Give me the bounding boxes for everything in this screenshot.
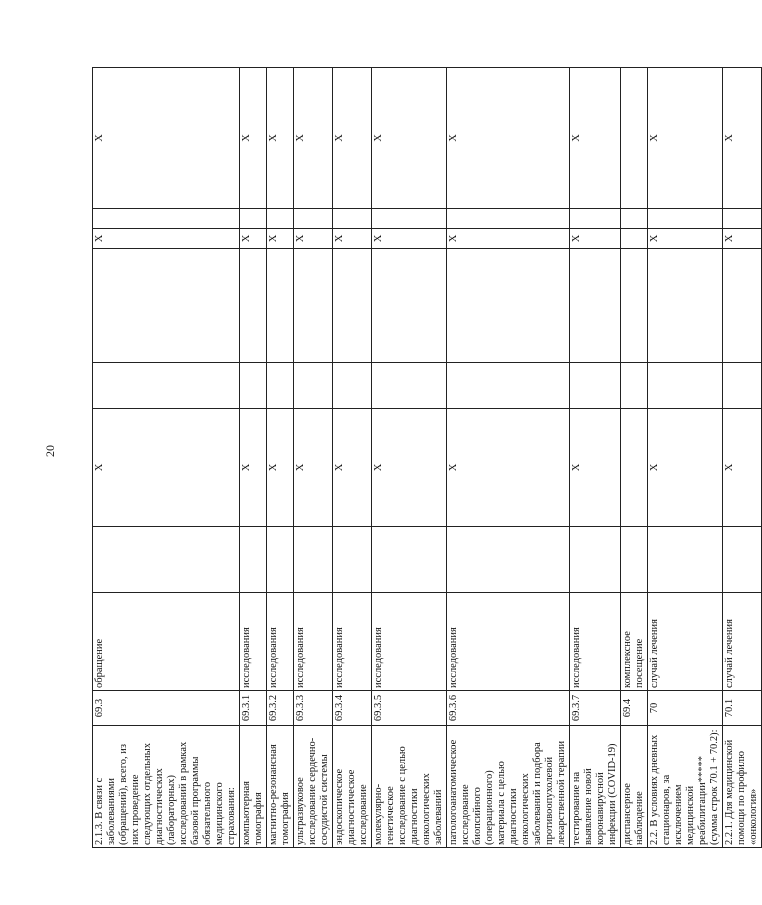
empty-cell [240, 209, 267, 229]
empty-cell [372, 209, 447, 229]
empty-cell [648, 249, 723, 363]
empty-cell [240, 249, 267, 363]
empty-cell [447, 527, 570, 593]
empty-cell [267, 209, 294, 229]
row-name-cell: молекулярно-генетическое исследование с целью диагностики онкологических заболеваний [372, 726, 447, 848]
empty-cell [723, 527, 762, 593]
table-row [723, 68, 762, 848]
empty-cell [294, 527, 333, 593]
empty-cell [447, 249, 570, 363]
row-unit-cell: исследования [372, 593, 447, 691]
empty-cell [648, 527, 723, 593]
row-code-cell: 69.3.1 [240, 691, 267, 726]
row-unit-cell: случай лечения [723, 593, 762, 691]
empty-cell [447, 363, 570, 409]
x-mark-cell: X [240, 409, 267, 527]
empty-cell [240, 527, 267, 593]
x-mark-cell: X [570, 68, 621, 209]
empty-cell [333, 363, 372, 409]
volume-table [92, 67, 762, 848]
x-mark-cell: X [240, 68, 267, 209]
empty-cell [294, 249, 333, 363]
empty-cell [621, 363, 648, 409]
empty-cell [723, 209, 762, 229]
row-unit-cell: исследования [447, 593, 570, 691]
x-mark-cell: X [93, 68, 240, 209]
empty-cell [267, 527, 294, 593]
empty-cell [570, 363, 621, 409]
empty-cell [93, 249, 240, 363]
x-mark-cell: X [294, 409, 333, 527]
row-name-cell: эндоскопическое диагностическое исследование [333, 726, 372, 848]
row-code-cell: 70 [648, 691, 723, 726]
x-mark-cell: X [723, 68, 762, 209]
empty-cell [723, 249, 762, 363]
empty-cell [570, 209, 621, 229]
empty-cell [240, 363, 267, 409]
x-mark-cell: X [267, 229, 294, 249]
row-code-cell: 69.3.6 [447, 691, 570, 726]
rotated-table-wrapper [92, 68, 759, 848]
empty-cell [267, 363, 294, 409]
empty-cell [447, 209, 570, 229]
row-name-cell: 2.2.1. Для медицинской помощи по профилю «онкология» [723, 726, 762, 848]
row-code-cell: 69.4 [621, 691, 648, 726]
table-row [240, 68, 267, 848]
empty-cell [333, 249, 372, 363]
empty-cell [648, 363, 723, 409]
row-name-cell: ультразвуковое исследование сердечно-сосудистой системы [294, 726, 333, 848]
x-mark-cell: X [294, 229, 333, 249]
x-mark-cell: X [723, 229, 762, 249]
empty-cell [333, 527, 372, 593]
row-code-cell: 69.3.7 [570, 691, 621, 726]
empty-cell [648, 209, 723, 229]
empty-cell [93, 527, 240, 593]
empty-cell [723, 363, 762, 409]
row-code-cell: 70.1 [723, 691, 762, 726]
row-code-cell: 69.3.4 [333, 691, 372, 726]
row-name-cell: 2.2. В условиях дневных стационаров, за исключением медицинской реабилитации***** (сумма строк 70.1 + 70.2): [648, 726, 723, 848]
empty-cell [372, 249, 447, 363]
x-mark-cell: X [447, 409, 570, 527]
x-mark-cell: X [648, 229, 723, 249]
x-mark-cell: X [648, 68, 723, 209]
x-mark-cell: X [93, 229, 240, 249]
x-mark-cell: X [648, 409, 723, 527]
empty-cell [294, 209, 333, 229]
table-row [621, 68, 648, 848]
row-name-cell: патологоанатомическое исследование биопсийного (операционного) материала с целью диагностики онкологических заболеваний и подбора противоопухолевой лекарственной терапии [447, 726, 570, 848]
x-mark-cell: X [333, 68, 372, 209]
table-row [447, 68, 570, 848]
row-unit-cell: исследования [267, 593, 294, 691]
x-mark-cell: X [723, 409, 762, 527]
row-unit-cell: исследования [240, 593, 267, 691]
x-mark-cell: X [294, 68, 333, 209]
x-mark-cell: X [240, 229, 267, 249]
table-row [333, 68, 372, 848]
table-row [93, 68, 240, 848]
x-mark-cell: X [267, 409, 294, 527]
table-row [648, 68, 723, 848]
row-code-cell: 69.3.5 [372, 691, 447, 726]
x-mark-cell: X [447, 68, 570, 209]
x-mark-cell: X [372, 68, 447, 209]
x-mark-cell: X [372, 229, 447, 249]
empty-cell [621, 209, 648, 229]
row-name-cell: магнитно-резонансная томография [267, 726, 294, 848]
page-number: 20 [43, 445, 57, 457]
x-mark-cell [621, 409, 648, 527]
row-unit-cell: обращение [93, 593, 240, 691]
row-unit-cell: комплексное посещение [621, 593, 648, 691]
row-unit-cell: исследования [333, 593, 372, 691]
table-row [372, 68, 447, 848]
empty-cell [372, 363, 447, 409]
row-name-cell: 2.1.3. В связи с заболеваниями (обращений), всего, из них проведение следующих отдельных диагностических (лабораторных) исследований в рамках базовой программы обязательного медицинского страхования: [93, 726, 240, 848]
row-name-cell: диспансерное наблюдение [621, 726, 648, 848]
x-mark-cell: X [333, 229, 372, 249]
table-row [294, 68, 333, 848]
empty-cell [570, 527, 621, 593]
x-mark-cell: X [570, 409, 621, 527]
row-code-cell: 69.3.3 [294, 691, 333, 726]
table-row [267, 68, 294, 848]
x-mark-cell [621, 229, 648, 249]
x-mark-cell: X [372, 409, 447, 527]
empty-cell [93, 209, 240, 229]
empty-cell [294, 363, 333, 409]
x-mark-cell: X [447, 229, 570, 249]
table-body [93, 68, 762, 848]
empty-cell [372, 527, 447, 593]
empty-cell [621, 527, 648, 593]
row-unit-cell: исследования [294, 593, 333, 691]
table-row [570, 68, 621, 848]
x-mark-cell: X [570, 229, 621, 249]
x-mark-cell: X [333, 409, 372, 527]
row-code-cell: 69.3 [93, 691, 240, 726]
empty-cell [570, 249, 621, 363]
row-unit-cell: случай лечения [648, 593, 723, 691]
empty-cell [267, 249, 294, 363]
row-code-cell: 69.3.2 [267, 691, 294, 726]
x-mark-cell [621, 68, 648, 209]
x-mark-cell: X [267, 68, 294, 209]
row-name-cell: компьютерная томография [240, 726, 267, 848]
row-unit-cell: исследования [570, 593, 621, 691]
empty-cell [333, 209, 372, 229]
row-name-cell: тестирование на выявление новой коронавирусной инфекции (COVID-19) [570, 726, 621, 848]
empty-cell [621, 249, 648, 363]
empty-cell [93, 363, 240, 409]
x-mark-cell: X [93, 409, 240, 527]
